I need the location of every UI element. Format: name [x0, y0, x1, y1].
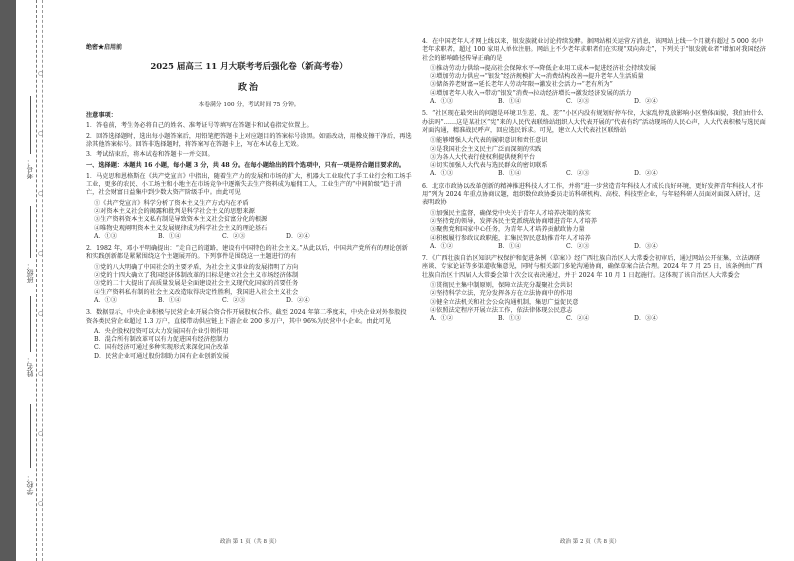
class-field[interactable] — [30, 206, 31, 258]
question-option[interactable]: C．国有经济可通过多种实现形式来深化国企改革 — [94, 344, 229, 352]
choice-d[interactable]: D．②④ — [286, 296, 310, 304]
question-option: ②对资本主义社会的揭露和批判是科学社会主义的思想来源 — [94, 207, 255, 215]
notice-item: 1．答卷前，考生务必将自己的姓名、准考证号等填写在答题卡和试卷指定位置上。 — [86, 122, 313, 130]
choice-d[interactable]: D．③④ — [634, 242, 658, 250]
question-stem: 6．北京市政协以改革创新的精神推进科技人才工作，并将“进一步营造青年科技人才成长良好环境，更好发挥青年科技人才作用”列为 2024 年重点协商议题，组织数位政协委员走访科研机构、高校、科技型企业，与年轻科研人员面对面深入研讨，这表明政协 — [422, 182, 764, 207]
question-option: ④依照法定程序开展立法工作，依法律体现公民意志 — [430, 306, 573, 314]
seal-mark: ○ — [38, 310, 44, 317]
choice-a[interactable]: A．①② — [430, 315, 454, 323]
choice-c[interactable]: C．②③ — [566, 98, 590, 106]
choice-c[interactable]: C．②③ — [222, 296, 246, 304]
exam-meta: 本卷满分 100 分，考试时间 75 分钟。 — [198, 102, 300, 108]
choice-b[interactable]: B．①④ — [498, 170, 522, 178]
question-option: ①贯彻民主集中制原则，保障立法充分凝聚社会共识 — [430, 282, 573, 290]
choice-b[interactable]: B．①④ — [158, 296, 182, 304]
seal-mark: ○ — [38, 370, 44, 377]
choice-b[interactable]: B．①④ — [158, 232, 182, 240]
notice-heading: 注意事项： — [86, 112, 117, 119]
answer-choices — [430, 315, 766, 323]
question-option: ③聚焦党和国家中心任务，为青年人才培养贡献政协力量 — [430, 226, 585, 234]
choice-c[interactable]: C．②④ — [566, 315, 590, 323]
examno-field[interactable] — [30, 96, 31, 154]
question-option[interactable]: B．混合所有制改革可以有力促进国有经济控制力 — [94, 336, 229, 344]
binding-bar — [0, 0, 16, 561]
seal-line — [36, 0, 37, 561]
question-option: ④增加老年人收入→带动“银发”消费→拉动经济增长→激发经济发展的活力 — [430, 89, 632, 97]
question-option: ③党的二十大提出了高质量发展是全面建设社会主义现代化国家的首要任务 — [94, 280, 299, 288]
answer-choices — [430, 170, 766, 178]
question-stem: 7．《广西壮族自治区知识产权保护和促进条例（草案）》经广西壮族自治区人大常委会初审后，通过网站公开征集，立法调研座谈、专家论证等多渠道收集意见，同时与相关部门多轮沟通协商，确保草案合法合理。2024 年 7 月 25 日，该条例由广西壮族自治区十四届人大常委会第十次会议表决通过，并于 2024 年 10 月 1 日起施行。这体现了该自治区人大常委会 — [422, 255, 763, 279]
question-4 — [422, 38, 766, 106]
question-5 — [422, 110, 766, 178]
notice-item: 2．回答选择题时，选出每小题答案后，用铅笔把答题卡上对应题目的答案标号涂黑。如需改动，用橡皮擦干净后，再选涂其他答案标号。回答非选择题时，将答案写在答题卡上，写在本试卷上无效。 — [86, 132, 412, 148]
choice-a[interactable]: A．①③ — [94, 296, 118, 304]
choice-d[interactable]: D．②④ — [286, 232, 310, 240]
seal-mark: ○ — [38, 430, 44, 437]
binding-strip — [0, 0, 58, 561]
question-7 — [422, 255, 766, 323]
question-option: ③健全立法机关和社会公众沟通机制，集思广益促民意 — [430, 298, 579, 306]
seal-mark: ○ — [38, 190, 44, 197]
question-option: ③为各人大代表行使权利提供便利平台 — [430, 153, 536, 161]
question-stem: 1．马克思和恩格斯在《共产党宣言》中指出，随着生产力的发展和市场的扩大，机器大工业取代了手工业行会和工场手工业，更多的农民、小工场主和小地主在市场竞争中逐渐失去生产资料成为雇佣工人，工业生产的“中间阶级”趋于消亡，社会财富日益集中到少数大资产阶级手中。由此可见 — [86, 172, 412, 197]
seal-mark: ○ — [38, 70, 44, 77]
choice-b[interactable]: B．①③ — [498, 315, 522, 323]
question-option: ③生产资料资本主义私有制是导致资本主义社会贫富分化的根源 — [94, 216, 268, 224]
question-stem: 2．1982 年，邓小平明确提出：“走自己的道路，建设有中国特色的社会主义。”从此以后，中国共产党所有的理论创新和实践创新都是紧紧围绕这个主题展开的。下列事件是围绕这一主题进行的有 — [86, 245, 408, 261]
answer-choices — [430, 98, 766, 106]
school-field[interactable] — [30, 404, 31, 468]
seal-mark: ○ — [38, 130, 44, 137]
choice-b[interactable]: B．①④ — [498, 98, 522, 106]
question-option: ④积极履行参政议政职能，汇集民智民意助推青年人才培养 — [430, 234, 591, 242]
question-option: ②坚持党的领导，发挥各民主党派统战协商增进青年人才培养 — [430, 217, 598, 225]
notice-item: 3．考试结束后，将本试卷和答题卡一并交回。 — [86, 151, 214, 159]
question-option: ④切实加强人大代表与选民群众的密切联系 — [430, 162, 548, 170]
page-footer-right: 政治 第 2 页（共 8 页） — [560, 539, 620, 545]
cut-line — [42, 0, 43, 561]
question-option: ④生产资料私有制的社会主义改造取得决定性胜利，我国进入社会主义社会 — [94, 288, 299, 296]
question-2 — [86, 245, 412, 305]
choice-d[interactable]: D．②④ — [634, 98, 658, 106]
question-1 — [86, 173, 412, 241]
answer-choices — [94, 233, 412, 241]
subject-title: 政治 — [237, 83, 260, 93]
choice-a[interactable]: A．①③ — [94, 232, 118, 240]
choice-c[interactable]: C．②③ — [566, 170, 590, 178]
class-label: 班级： — [26, 262, 34, 283]
choice-c[interactable]: C．②③ — [566, 242, 590, 250]
question-option: ②是我国社会主义民主广泛而深刻的实践 — [430, 145, 542, 153]
question-stem: 4．在中国老年人才网上线以来，银发族就业讨论持续发酵。据网站相关运营方消息，该网站上线一个月就有超过 5 000 名中老年求职者，超过 100 家用人单位注册。网站上不少老年求职者们在实现“双向奔走”，下列关于“银发就业者”增加对我国经济社会的影响路径传导正确的是 — [422, 38, 766, 62]
right-column — [422, 38, 766, 328]
question-option: ②党的十四大确立了我国经济体制改革的目标是建立社会主义市场经济体制 — [94, 272, 299, 280]
choice-d[interactable]: D．②④ — [634, 170, 658, 178]
answer-choices — [94, 297, 412, 305]
name-field[interactable] — [30, 296, 31, 352]
answer-choices — [430, 243, 766, 251]
choice-b[interactable]: B．①④ — [498, 242, 522, 250]
question-option: ①党的八大明确了中国社会的主要矛盾，为社会主义事业的发展指明了方向 — [94, 263, 299, 271]
question-3 — [86, 309, 412, 361]
secret-mark: 绝密★启用前 — [86, 44, 123, 51]
page-footer-left: 政治 第 1 页（共 8 页） — [220, 539, 280, 545]
exam-title: 2025 届高三 11 月大联考考后强化卷（新高考卷） — [150, 62, 348, 72]
question-option: ①推动劳动力供给→提高社会保障水平→降低企业用工成本→促进经济社会持续发展 — [430, 64, 656, 72]
question-option: ④唯物史观阐明资本主义发展规律成为科学社会主义的理论基石 — [94, 224, 268, 232]
question-stem: 3．数据显示，中央企业积极与民营企业开展合资合作开展股权合作。截至 2024 年第二季度末，中央企业对外参股投资各类民营企业超过 1.3 万户，直接带动供应链上下游企业 200 多万户，其中 96%为民营中小企业。由此可见 — [86, 309, 407, 325]
choice-a[interactable]: A．①② — [430, 242, 454, 250]
section-heading: 一、选择题：本题共 16 小题，每小题 3 分，共 48 分。在每小题给出的四个选项中，只有一项是符合题目要求的。 — [86, 162, 406, 170]
question-option[interactable]: A．央企股权投资可以大力发展国有企业引领作用 — [94, 327, 229, 335]
question-option: ②坚持科学立法，充分发挥各方在立法协商中的作用 — [430, 290, 573, 298]
question-option: ①加强民主监督，确保党中央关于青年人才培养决策的落实 — [430, 209, 591, 217]
choice-d[interactable]: D．③④ — [634, 315, 658, 323]
choice-c[interactable]: C．②③ — [222, 232, 246, 240]
question-option: ①《共产党宣言》科学分析了资本主义生产方式内在矛盾 — [94, 199, 249, 207]
examno-label: 考号： — [26, 158, 34, 179]
left-column — [86, 112, 412, 361]
choice-a[interactable]: A．①③ — [430, 170, 454, 178]
question-option: ②增加劳动力供应→“银发”经济规模扩大→消费结构改善→提升老年人生活质量 — [430, 73, 644, 81]
question-option: ③储备养老财富→延长老年人劳动年限→激发社会活力→“老有所为” — [430, 81, 613, 89]
question-option: ①能够增强人大代表的履职意识和责任意识 — [430, 137, 548, 145]
seal-mark: ○ — [38, 500, 44, 507]
school-label: 学校： — [26, 474, 34, 495]
choice-a[interactable]: A．①③ — [430, 98, 454, 106]
seal-mark: ○ — [38, 250, 44, 257]
question-6 — [422, 183, 766, 251]
name-label: 姓名： — [26, 356, 34, 377]
question-stem: 5．“社区现在最突出的问题是环境卫生差、乱、差”“小区内没有规划好停车位，大家乱停乱放影响小区整体面貌，我们由什么办法吗”……这是某社区“宪”来的人民代表联络站组织人大代表开展的“代表有约”活动现场的人民心声，人大代表积极与选民面对面沟通，精准战民呼声，回应选民诉求。可见，建立人大代表社区联络站 — [422, 110, 766, 134]
question-option[interactable]: D．民营企业可通过股份制助力国有企业创新发展 — [94, 352, 229, 360]
